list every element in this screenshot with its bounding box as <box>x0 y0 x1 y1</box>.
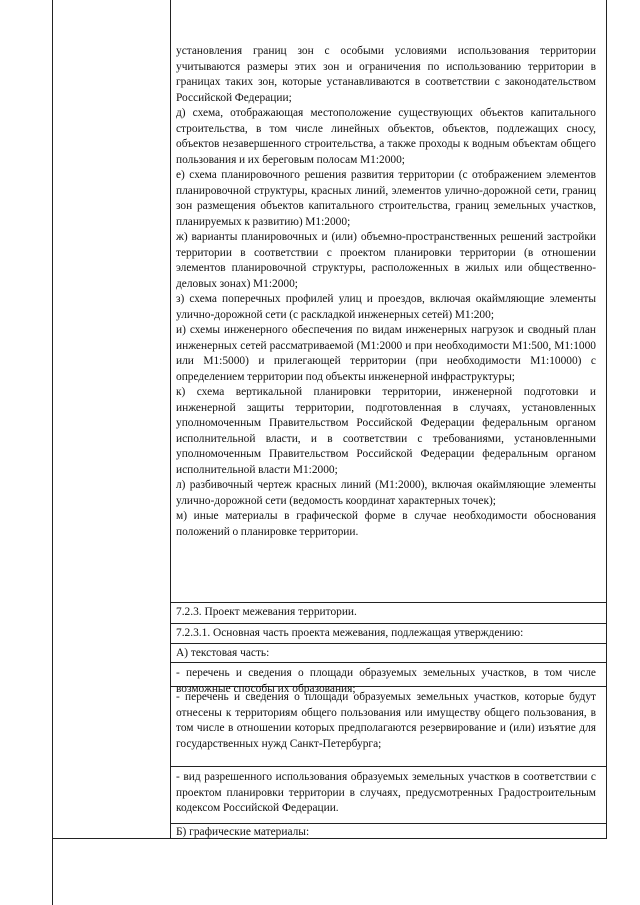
list-item-k: к) схема вертикальной планировки территории, инженерной подготовки и инженерной защиты территории, подготовленная в случаях, установленных уполномоченным Правительством Российской Федерации федеральным органом исполнительной власти, и в соответствии с требованиями, установленными уполномоченным Правительством Российской Федерации федеральным органом исполнительной власти М1:2000; <box>176 386 596 476</box>
row-divider <box>170 766 606 767</box>
list-item-i: и) схемы инженерного обеспечения по видам инженерных нагрузок и сводный план инженерных сетей рассматриваемой (М1:2000 и при необходимости М1:500, М1:1000 или М1:5000) и прилегающей территории (при необходимости М1:10000) с определением территории под объекты инженерной инфраструктуры; <box>176 324 596 383</box>
graphic-materials-list <box>176 44 596 540</box>
list-item-d: д) схема, отображающая местоположение существующих объектов капитального строительства, в том числе линейных объектов, объектов, подлежащих сносу, объектов незавершенного строительства, а также проходы к водным объектам общего пользования и их береговым полосам М1:2000; <box>176 107 596 166</box>
section-heading-7-2-3-1: 7.2.3.1. Основная часть проекта межевания, подлежащая утверждению: <box>176 627 524 639</box>
graphic-materials-heading: Б) графические материалы: <box>176 826 310 838</box>
section-heading-7-2-3: 7.2.3. Проект межевания территории. <box>176 606 357 618</box>
table-column-divider <box>170 0 171 838</box>
bullet-paragraph: - перечень и сведения о площади образуемых земельных участков, в том числе возможные способы их образования; <box>176 667 596 695</box>
text-part-heading: А) текстовая часть: <box>176 647 270 659</box>
row-divider <box>170 602 606 603</box>
list-item-m: м) иные материалы в графической форме в случае необходимости обоснования положений о планировке территории. <box>176 510 596 538</box>
text-paragraph: установления границ зон с особыми условиями использования территории учитываются размеры этих зон и ограничения по использованию территории в границах таких зон, которые устанавливаются в соответствии с законодательством Российской Федерации; <box>176 45 596 104</box>
row-divider <box>170 823 606 824</box>
list-item-z: з) схема поперечных профилей улиц и проездов, включая окаймляющие элементы улично-дорожной сети (с раскладкой инженерных сетей) М1:200; <box>176 293 596 321</box>
row-divider <box>170 623 606 624</box>
row-divider <box>170 662 606 663</box>
table-left-border <box>52 0 53 905</box>
bullet-paragraph: - перечень и сведения о площади образуемых земельных участков, которые будут отнесены к территориям общего пользования или имуществу общего пользования, в том числе в отношении которых предполагаются резервирование и (или) изъятие для государственных нужд Санкт-Петербурга; <box>176 691 596 750</box>
bullet-paragraph: - вид разрешенного использования образуемых земельных участков в соответствии с проектом планировки территории в случаях, предусмотренных Градостроительным кодексом Российской Федерации. <box>176 771 596 814</box>
table-right-border <box>606 0 607 838</box>
list-item-e: е) схема планировочного решения развития территории (с отображением элементов планировочной структуры, красных линий, элементов улично-дорожной сети, границ зон размещения объектов капитального строительства, границ земельных участков, планируемых к развитию) М1:2000; <box>176 169 596 228</box>
list-item-zh: ж) варианты планировочных и (или) объемно-пространственных решений застройки территории в соответствии с проектом планировки территории (в отношении элементов планировочной структуры, расположенных в жилых или общественно-деловых зонах) М1:2000; <box>176 231 596 290</box>
row-divider <box>170 643 606 644</box>
list-item-l: л) разбивочный чертеж красных линий (М1:2000), включая окаймляющие элементы улично-дорожной сети (ведомость координат характерных точек); <box>176 479 596 507</box>
